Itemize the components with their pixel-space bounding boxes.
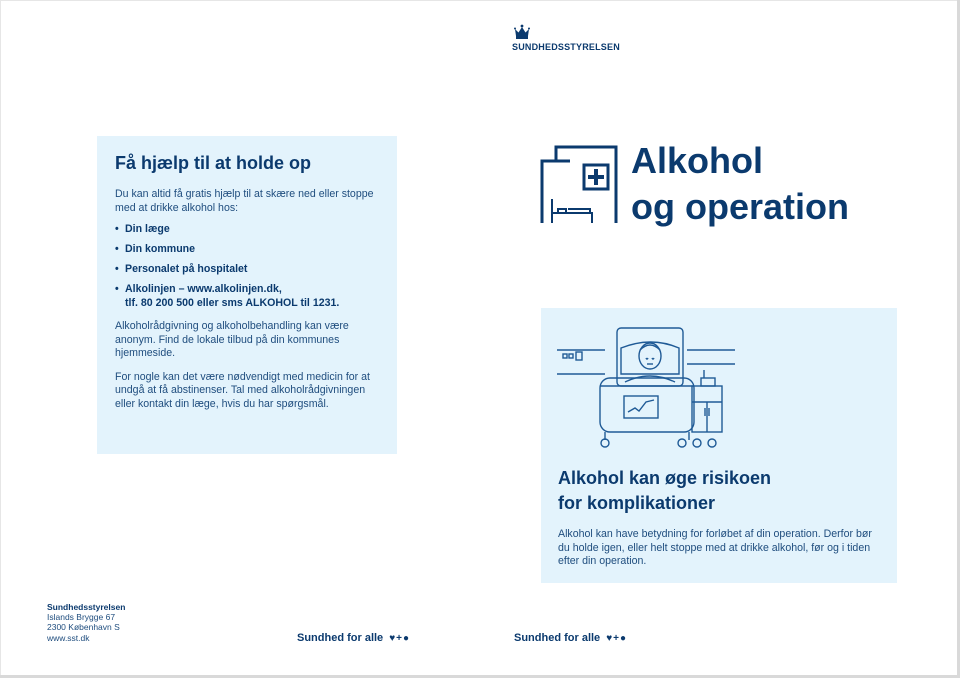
risk-text: Alkohol kan have betydning for forløbet af din operation. Derfor bør du holde igen, eller helt stoppe med at drikke alkohol, før og i tiden efter din operation. xyxy=(558,528,872,567)
heart-plus-dot-icon: ♥+● xyxy=(389,633,411,644)
heart-plus-dot-icon: ♥+● xyxy=(606,633,628,644)
slogan-text: Sundhed for alle xyxy=(514,632,601,644)
page-title xyxy=(631,138,849,230)
hospital-bed-icon xyxy=(540,143,618,225)
medicine-paragraph: For nogle kan det være nødvendigt med medicin for at undgå at få abstinenser. Tal med alkoholrådgivningen eller kontakt din læge, hvis du har spørgsmål. xyxy=(115,370,370,410)
title-line-2: og operation xyxy=(631,186,849,227)
help-info-box xyxy=(97,136,397,454)
list-item: • Din kommune xyxy=(115,243,379,257)
risk-info-box xyxy=(541,308,897,583)
risk-heading xyxy=(558,466,878,516)
title-line-1: Alkohol xyxy=(631,140,763,181)
risk-heading-line-1: Alkohol kan øge risikoen xyxy=(558,468,772,488)
help-list xyxy=(115,223,379,310)
help-heading: Få hjælp til at holde op xyxy=(115,153,311,173)
help-intro: Du kan altid få gratis hjælp til at skære ned eller stoppe med at drikke alkohol hos: xyxy=(115,188,374,214)
address-city: 2300 København S xyxy=(47,622,120,633)
list-item: • Personalet på hospitalet xyxy=(115,263,379,277)
patient-in-bed-illustration xyxy=(555,322,755,452)
crown-icon xyxy=(512,24,622,42)
address-website-link[interactable]: www.sst.dk xyxy=(47,632,90,643)
risk-heading-line-2: for komplikationer xyxy=(558,493,716,513)
alkolinjen-link[interactable]: • Alkolinjen – www.alkolinjen.dk, xyxy=(125,283,282,295)
alkolinjen-contact: tlf. 80 200 500 eller sms ALKOHOL til 1231. xyxy=(125,296,340,309)
slogan-right xyxy=(514,632,627,644)
slogan-left xyxy=(297,632,410,644)
anonymity-paragraph: Alkoholrådgivning og alkoholbehandling kan være anonym. Find de lokale tilbud på din kommunes hjemmeside. xyxy=(115,320,349,359)
list-item: • Din læge xyxy=(115,223,379,237)
address-org: Sundhedsstyrelsen xyxy=(47,602,126,612)
address-street: Islands Brygge 67 xyxy=(47,612,116,623)
address-block xyxy=(47,602,125,643)
logo-text: SUNDHEDSSTYRELSEN xyxy=(512,42,620,52)
slogan-text: Sundhed for alle xyxy=(297,632,384,644)
list-item-alkolinjen xyxy=(115,283,379,310)
